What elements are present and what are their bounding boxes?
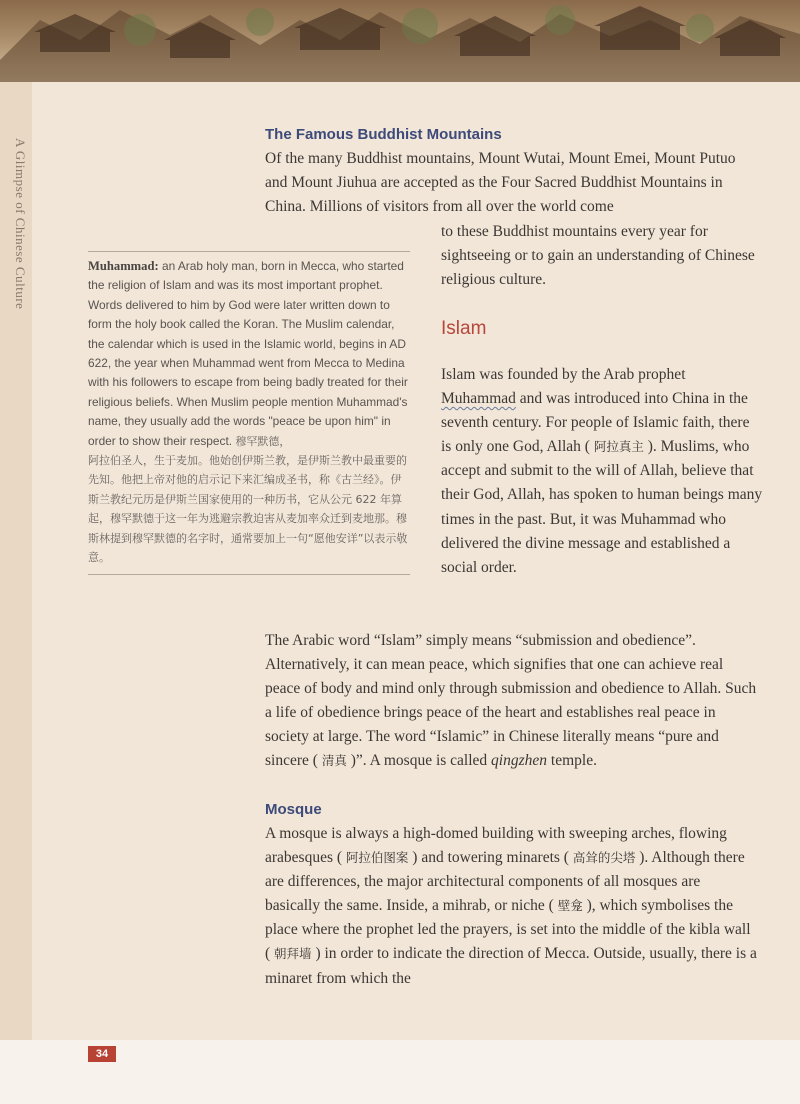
islam-p2-end: temple.: [547, 752, 597, 770]
sidenote-english: [88, 257, 410, 451]
islam-p2-mid: )”. A mosque is called: [346, 752, 492, 770]
qingzhen-italic: qingzhen: [491, 752, 548, 770]
allah-chinese: 阿拉真主: [593, 439, 644, 455]
islam-p1-mid: and was introduced into China in the seventh century. For people of Islamic faith, there is only one God, Allah (: [441, 390, 750, 456]
chinese-painting-illustration: [0, 0, 800, 88]
qingzhen-chinese: 清真: [321, 753, 347, 769]
mosque-t1: A mosque is always a high-domed building with sweeping arches, flowing arabesques (: [265, 825, 727, 867]
islam-heading: Islam: [441, 318, 487, 339]
arabesques-chinese: 阿拉伯图案: [345, 850, 409, 866]
kibla-wall-chinese: 朝拜墙: [274, 946, 312, 962]
buddhist-paragraph-wide: [265, 147, 755, 219]
islam-paragraph-1: [441, 363, 763, 580]
mosque-t2: ) and towering minarets (: [408, 849, 573, 867]
running-head: A Glimpse of Chinese Culture: [13, 138, 28, 310]
muhammad-glossary-term: Muhammad: [441, 390, 516, 408]
sidenote-term: Muhammad:: [88, 259, 159, 273]
minarets-chinese: 高耸的尖塔: [572, 850, 636, 866]
mosque-heading: Mosque: [265, 801, 322, 818]
buddhist-paragraph-narrow: [441, 220, 761, 292]
buddhist-mountains-heading: The Famous Buddhist Mountains: [265, 126, 502, 143]
page-number: 34: [88, 1046, 116, 1062]
mosque-t5: ) in order to indicate the direction of Mecca. Outside, usually, there is a minaret from which the: [265, 945, 757, 987]
islam-p2-start: The Arabic word “Islam” simply means “submission and obedience”. Alternatively, it can mean peace, which signifies that one can achieve real peace of body and mind only through submission and obedience to Allah. Such a life of obedience brings peace of the heart and establishes real peace in society at large. The word “Islamic” in Chinese literally means “pure and sincere (: [265, 632, 757, 770]
buddhist-text-wide: Of the many Buddhist mountains, Mount Wutai, Mount Emei, Mount Putuo and Mount Jiuhua are accepted as the Four Sacred Buddhist Mountains in China. Millions of visitors from all over the world come: [265, 150, 736, 216]
mosque-t3: ). Although there are differences, the major architectural components of all mosques are basically the same. Inside, a mihrab, or niche (: [265, 849, 745, 915]
islam-p1-start: Islam was founded by the Arab prophet: [441, 366, 686, 383]
mosque-t4: ), which symbolises the place where the prophet led the prayers, is set into the middle of the kibla wall (: [265, 897, 751, 963]
bottom-band: [0, 1040, 800, 1104]
buddhist-text-narrow: to these Buddhist mountains every year for sightseeing or to gain an understanding of Chinese religious culture.: [441, 223, 755, 289]
sidenote-definition: an Arab holy man, born in Mecca, who started the religion of Islam and was its most important prophet. Words delivered to him by God were later written down to form the holy book called the Koran. The Muslim calendar, the calendar which is used in the Islamic world, begins in AD 622, the year when Muhammad went from Mecca to Medina with his followers to escape from being badly treated for their religious beliefs. When Muslim people mention Muhammad's name, they usually add the words "peace be upon him" in order to show their respect.: [88, 259, 408, 448]
header-painting-banner: [0, 0, 800, 88]
sidenote-chinese-lead: 穆罕默德，: [235, 434, 291, 448]
muhammad-sidenote: [88, 251, 410, 575]
niche-chinese: 壁龛: [557, 898, 583, 914]
islam-paragraph-2: [265, 629, 759, 774]
sidenote-chinese: 阿拉伯圣人，生于麦加。他始创伊斯兰教，是伊斯兰教中最重要的先知。他把上帝对他的启示记下来汇编成圣书，称《古兰经》。伊斯兰教纪元历是伊斯兰国家使用的一种历书，它从公元 622 年算起，穆罕默德于这一年为逃避宗教迫害从麦加率众迁到麦地那。穆斯林提到穆罕默德的名字时，通常要加上一句“愿他安详”以表示敬意。: [88, 454, 408, 565]
mosque-paragraph: [265, 822, 759, 991]
islam-p1-end: ). Muslims, who accept and submit to the will of Allah, believe that their God, Allah, has spoken to human beings many times in the past. But, it was Muhammad who delivered the divine message and established a social order.: [441, 438, 763, 576]
